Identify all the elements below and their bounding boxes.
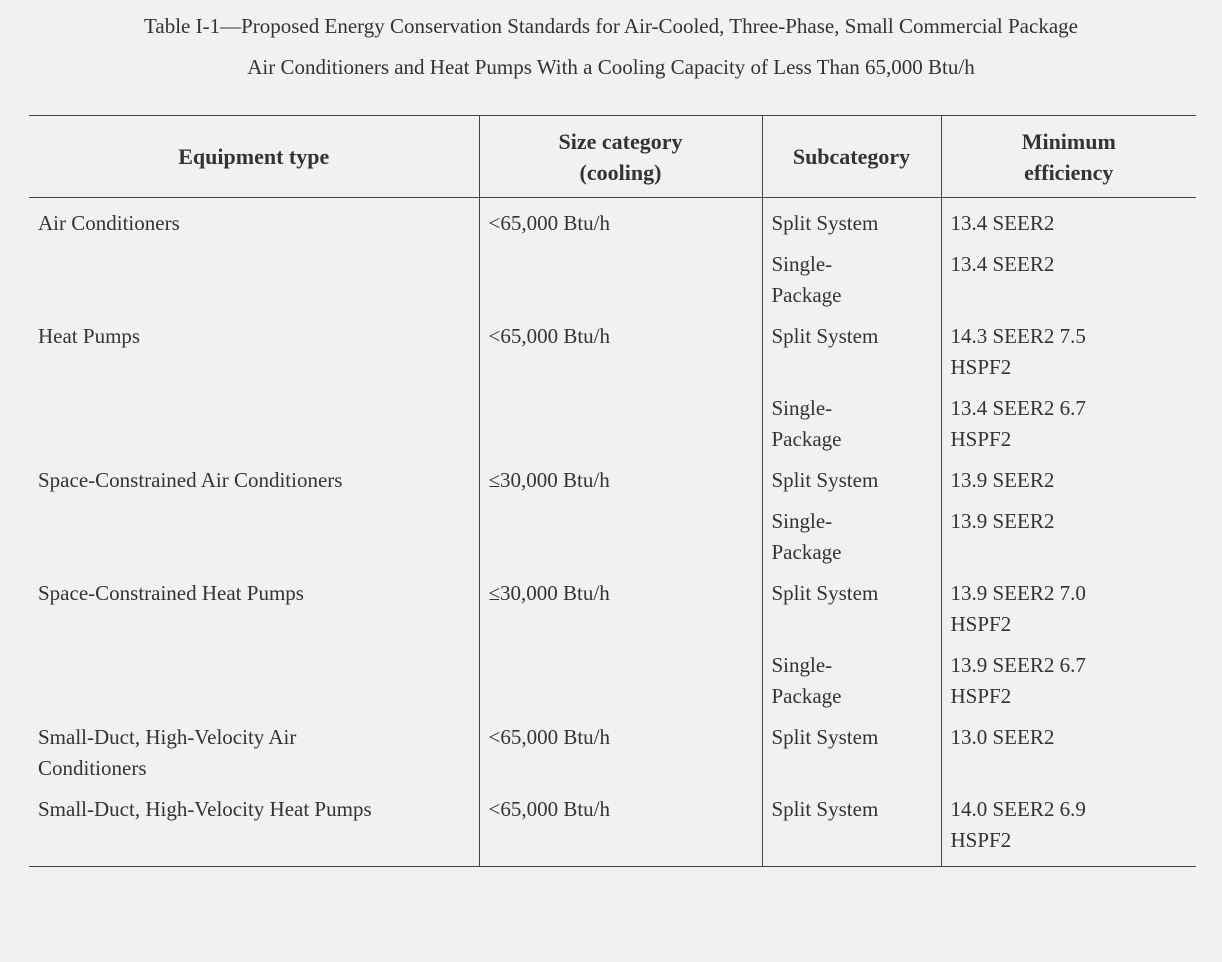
- cell-equipment: Air Conditioners: [38, 211, 180, 235]
- table-row: [29, 455, 1196, 496]
- cell-efficiency: 14.0 SEER2 6.9 HSPF2: [941, 784, 1196, 867]
- cell-efficiency: 13.9 SEER2 7.0 HSPF2: [941, 568, 1196, 640]
- cell-efficiency: 13.4 SEER2: [941, 198, 1196, 240]
- cell-subcategory: Single-Package: [762, 496, 941, 568]
- cell-subcategory: Single-Package: [762, 239, 941, 311]
- cell-equipment: Small-Duct, High-Velocity Air Conditioners: [38, 725, 297, 780]
- cell-equipment: Small-Duct, High-Velocity Heat Pumps: [29, 784, 479, 867]
- cell-subcategory: Single-Package: [762, 383, 941, 455]
- cell-equipment: [29, 239, 479, 311]
- caption-line-2: Air Conditioners and Heat Pumps With a Cooling Capacity of Less Than 65,000 Btu/h: [247, 55, 975, 79]
- cell-subcategory: Split System: [762, 784, 941, 867]
- cell-subcategory: Split System: [762, 198, 941, 240]
- cell-size: <65,000 Btu/h: [479, 311, 762, 383]
- cell-equipment: Space-Constrained Heat Pumps: [38, 581, 304, 605]
- cell-equipment: [29, 383, 479, 455]
- cell-subcategory: Split System: [762, 311, 941, 383]
- cell-size: <65,000 Btu/h: [479, 712, 762, 784]
- cell-efficiency: 13.9 SEER2: [941, 496, 1196, 568]
- cell-size: [479, 640, 762, 712]
- cell-size: <65,000 Btu/h: [479, 198, 762, 240]
- header-row: [29, 116, 1196, 198]
- cell-equipment: [29, 496, 479, 568]
- cell-efficiency: 14.3 SEER2 7.5 HSPF2: [941, 311, 1196, 383]
- cell-efficiency: 13.9 SEER2: [941, 455, 1196, 496]
- caption-line-1: Table I-1—Proposed Energy Conservation Standards for Air-Cooled, Three-Phase, Small Commercial Package: [144, 14, 1078, 38]
- header-size-category: [479, 116, 762, 198]
- cell-efficiency: 13.4 SEER2: [941, 239, 1196, 311]
- cell-efficiency: 13.0 SEER2: [941, 712, 1196, 784]
- cell-size: [479, 383, 762, 455]
- cell-efficiency: 13.4 SEER2 6.7 HSPF2: [941, 383, 1196, 455]
- table-row: [29, 198, 1196, 240]
- cell-subcategory: Split System: [762, 568, 941, 640]
- cell-equipment: Heat Pumps: [38, 324, 141, 348]
- cell-size: [479, 496, 762, 568]
- header-minimum-efficiency-label: Minimum efficiency: [1021, 128, 1116, 185]
- table-row: [29, 496, 1196, 568]
- header-equipment-type: Equipment type: [29, 116, 479, 198]
- cell-subcategory: Split System: [762, 455, 941, 496]
- header-minimum-efficiency: [941, 116, 1196, 198]
- table-row: [29, 383, 1196, 455]
- cell-size: <65,000 Btu/h: [479, 784, 762, 867]
- cell-equipment: [29, 640, 479, 712]
- table-row: [29, 784, 1196, 867]
- header-subcategory: Subcategory: [762, 116, 941, 198]
- header-size-category-label: Size category (cooling): [558, 128, 683, 185]
- cell-subcategory: Split System: [762, 712, 941, 784]
- standards-table: [29, 115, 1196, 867]
- cell-efficiency: 13.9 SEER2 6.7 HSPF2: [941, 640, 1196, 712]
- table-caption: [0, 6, 1222, 88]
- cell-size: [479, 239, 762, 311]
- cell-size: ≤30,000 Btu/h: [479, 568, 762, 640]
- table-row: [29, 712, 1196, 784]
- cell-size: ≤30,000 Btu/h: [479, 455, 762, 496]
- cell-subcategory: Single-Package: [762, 640, 941, 712]
- cell-equipment: Space-Constrained Air Conditioners: [38, 468, 343, 492]
- table-row: [29, 311, 1196, 383]
- table-row: [29, 640, 1196, 712]
- table-row: [29, 239, 1196, 311]
- table-row: [29, 568, 1196, 640]
